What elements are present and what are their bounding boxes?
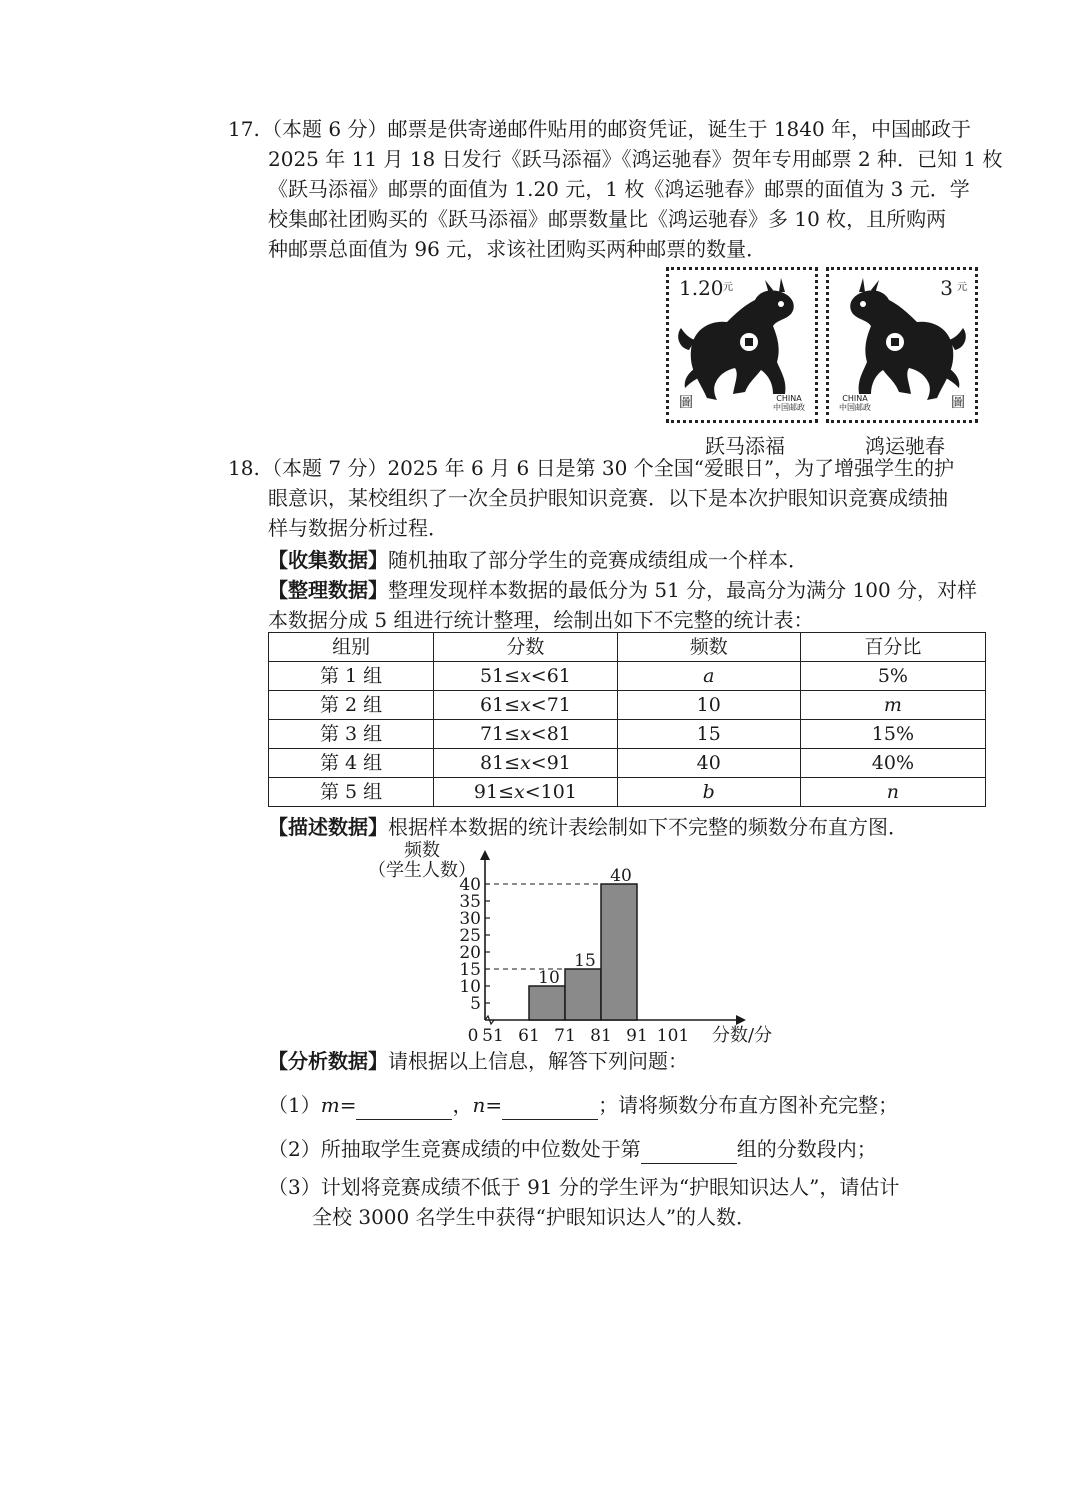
q18-intro-2: 眼意识，某校组织了一次全员护眼知识竞赛．以下是本次护眼知识竞赛成绩抽 xyxy=(268,486,948,510)
y-tick-label: 5 xyxy=(470,994,481,1014)
score-range-part: < xyxy=(524,781,541,803)
score-range-cell xyxy=(434,662,618,691)
score-range-part: < xyxy=(530,694,547,716)
answer-blank-group[interactable] xyxy=(641,1141,737,1164)
group-cell: 第 2 组 xyxy=(269,691,434,720)
stamp-face-value: 1.20 xyxy=(679,276,724,300)
statistics-table xyxy=(268,632,986,807)
q18-number: 18. xyxy=(228,456,260,480)
table-header-cell: 百分比 xyxy=(800,633,985,662)
organize-data-text-2: 本数据分成 5 组进行统计整理，绘制出如下不完整的统计表： xyxy=(268,608,814,632)
describe-data-text: 根据样本数据的统计表绘制如下不完整的频数分布直方图． xyxy=(388,815,908,839)
collect-data-paragraph xyxy=(268,545,808,575)
collect-data-text: 随机抽取了部分学生的竞赛成绩组成一个样本． xyxy=(388,548,808,572)
stamp-hongyun-chichun xyxy=(826,267,978,458)
score-range-part: ≤ xyxy=(504,723,521,745)
x-tick-label: 51 xyxy=(482,1026,504,1046)
frequency-cell: 40 xyxy=(617,749,800,778)
score-range-part: ≤ xyxy=(504,694,521,716)
table-body xyxy=(269,662,986,807)
stamp-china-text: CHINA xyxy=(842,394,868,403)
origin-label: 0 xyxy=(467,1026,479,1046)
stamp-caption: 跃马添福 xyxy=(705,434,785,458)
score-range-part: ≤ xyxy=(498,781,515,803)
equals-sign: = xyxy=(485,1093,503,1117)
stamp-caption: 鸿运驰春 xyxy=(865,434,945,458)
score-range-cell xyxy=(434,691,618,720)
sub-question-2-text: （2）所抽取学生竞赛成绩的中位数处于第 xyxy=(268,1137,641,1161)
table-row xyxy=(269,691,986,720)
x-tick-label: 81 xyxy=(590,1026,612,1046)
analyze-data-tag: 【分析数据】 xyxy=(268,1049,388,1073)
stamp-china-mark xyxy=(839,394,871,412)
score-range-part: x xyxy=(520,752,531,774)
var-m: m xyxy=(320,1093,340,1117)
stamp-post-text: 中国邮政 xyxy=(839,403,871,412)
y-tick-label: 40 xyxy=(459,875,481,895)
frequency-cell: b xyxy=(617,778,800,807)
frequency-cell: 15 xyxy=(617,720,800,749)
y-tick-label: 25 xyxy=(459,926,481,946)
table-row xyxy=(269,749,986,778)
q18-intro-3: 样与数据分析过程． xyxy=(268,516,448,540)
x-tick-label: 101 xyxy=(656,1026,690,1046)
bar-value-label: 10 xyxy=(538,968,560,988)
table-row xyxy=(269,720,986,749)
sub-question-2 xyxy=(268,1134,877,1164)
q17-line-5: 种邮票总面值为 96 元，求该社团购买两种邮票的数量． xyxy=(268,237,767,261)
frequency-cell: 10 xyxy=(617,691,800,720)
group-cell: 第 1 组 xyxy=(269,662,434,691)
q18-intro-1: （本题 7 分）2025 年 6 月 6 日是第 30 个全国“爱眼日”，为了增强学生的护 xyxy=(262,456,955,480)
frequency-histogram xyxy=(360,832,780,1052)
percentage-cell: 15% xyxy=(800,720,985,749)
score-range-part: 61 xyxy=(546,665,571,687)
organize-data-text: 整理发现样本数据的最低分为 51 分，最高分为满分 100 分，对样 xyxy=(388,578,978,602)
y-tick-label: 30 xyxy=(459,909,481,929)
x-tick-label: 61 xyxy=(518,1026,540,1046)
stamp-china-mark xyxy=(773,394,805,412)
stamp-seal-mark: 圖 xyxy=(679,395,693,411)
x-tick-label: 91 xyxy=(626,1026,648,1046)
bar-value-label: 40 xyxy=(610,866,632,886)
y-axis-arrow-icon xyxy=(480,850,490,860)
stamp-face-unit: 元 xyxy=(723,282,733,293)
table-header-cell: 频数 xyxy=(617,633,800,662)
stamp-face-value: 3 xyxy=(940,276,953,300)
sub-question-1-number: （1） xyxy=(268,1093,321,1117)
percentage-cell: 40% xyxy=(800,749,985,778)
score-range-part: 61 xyxy=(479,694,505,716)
q17-line-1: （本题 6 分）邮票是供寄递邮件贴用的邮资凭证，诞生于 1840 年，中国邮政于 xyxy=(262,117,972,141)
q17-number: 17. xyxy=(228,117,260,141)
stamp-pair xyxy=(666,267,982,458)
q17-line-4: 校集邮社团购买的《跃马添福》邮票数量比《鸿运驰春》多 10 枚，且所购两 xyxy=(268,207,947,231)
y-axis-title-line-1: 频数 xyxy=(404,840,440,861)
percentage-cell: m xyxy=(800,691,985,720)
score-range-part: x xyxy=(520,694,531,716)
score-range-part: 81 xyxy=(546,723,571,745)
sub-question-3-line-1: （3）计划将竞赛成绩不低于 91 分的学生评为“护眼知识达人”，请估计 xyxy=(268,1175,900,1199)
group-cell: 第 3 组 xyxy=(269,720,434,749)
score-range-part: x xyxy=(514,781,525,803)
bar-value-label: 15 xyxy=(574,951,596,971)
sub-question-2-tail: 组的分数段内； xyxy=(736,1137,877,1161)
y-tick-label: 35 xyxy=(459,892,481,912)
score-range-part: 71 xyxy=(479,723,505,745)
analyze-data-text: 请根据以上信息，解答下列问题： xyxy=(388,1049,688,1073)
score-range-part: < xyxy=(530,723,547,745)
answer-blank-n[interactable] xyxy=(502,1097,598,1120)
table-header-row xyxy=(269,633,986,662)
score-range-part: 91 xyxy=(546,752,571,774)
score-range-part: 51 xyxy=(479,665,505,687)
comma: ， xyxy=(452,1093,473,1117)
table-header-cell: 分数 xyxy=(434,633,618,662)
score-range-part: 81 xyxy=(479,752,505,774)
table-header-cell: 组别 xyxy=(269,633,434,662)
y-axis-title-line-2: （学生人数） xyxy=(368,860,476,881)
score-range-part: x xyxy=(520,723,531,745)
stamp-face-unit: 元 xyxy=(957,282,967,293)
x-tick-label: 71 xyxy=(554,1026,576,1046)
histogram-bar xyxy=(601,884,637,1020)
var-n: n xyxy=(472,1093,486,1117)
stamp-seal-mark: 圖 xyxy=(951,395,965,411)
score-range-part: ≤ xyxy=(504,665,521,687)
score-range-part: x xyxy=(520,665,531,687)
sub-question-3-line-2: 全校 3000 名学生中获得“护眼知识达人”的人数． xyxy=(312,1205,757,1229)
score-range-part: 71 xyxy=(546,694,571,716)
group-cell: 第 4 组 xyxy=(269,749,434,778)
histogram-bar xyxy=(529,986,565,1020)
score-range-part: < xyxy=(530,752,547,774)
y-tick-label: 15 xyxy=(459,960,481,980)
score-range-part: 91 xyxy=(473,781,499,803)
stamp-china-text: CHINA xyxy=(776,394,802,403)
score-range-cell xyxy=(434,749,618,778)
organize-data-tag: 【整理数据】 xyxy=(268,578,388,602)
describe-data-tag: 【描述数据】 xyxy=(268,815,388,839)
analyze-data-paragraph xyxy=(268,1046,688,1076)
score-range-part: ≤ xyxy=(504,752,521,774)
score-range-cell xyxy=(434,720,618,749)
organize-data-paragraph xyxy=(268,575,977,605)
stamp-post-text: 中国邮政 xyxy=(773,403,805,412)
table-row xyxy=(269,778,986,807)
percentage-cell: n xyxy=(800,778,985,807)
answer-blank-m[interactable] xyxy=(356,1097,452,1120)
y-tick-label: 10 xyxy=(459,977,481,997)
q17-line-3: 《跃马添福》邮票的面值为 1.20 元，1 枚《鸿运驰春》邮票的面值为 3 元．学 xyxy=(268,177,970,201)
stamp-yuema-tianfu xyxy=(666,267,818,458)
y-tick-label: 20 xyxy=(459,943,481,963)
score-range-part: 101 xyxy=(540,781,577,803)
frequency-cell: a xyxy=(617,662,800,691)
sub-question-1 xyxy=(268,1090,898,1120)
group-cell: 第 5 组 xyxy=(269,778,434,807)
equals-sign: = xyxy=(339,1093,357,1117)
score-range-cell xyxy=(434,778,618,807)
score-range-part: < xyxy=(530,665,547,687)
histogram-bar xyxy=(565,969,601,1020)
collect-data-tag: 【收集数据】 xyxy=(268,548,388,572)
table-row xyxy=(269,662,986,691)
percentage-cell: 5% xyxy=(800,662,985,691)
sub-question-1-tail: ；请将频数分布直方图补充完整； xyxy=(598,1093,899,1117)
x-axis-arrow-icon xyxy=(736,1015,746,1025)
x-axis-title: 分数/分 xyxy=(712,1025,773,1046)
q17-line-2: 2025 年 11 月 18 日发行《跃马添福》《鸿运驰春》贺年专用邮票 2 种．已知 1 枚 xyxy=(268,147,1003,171)
